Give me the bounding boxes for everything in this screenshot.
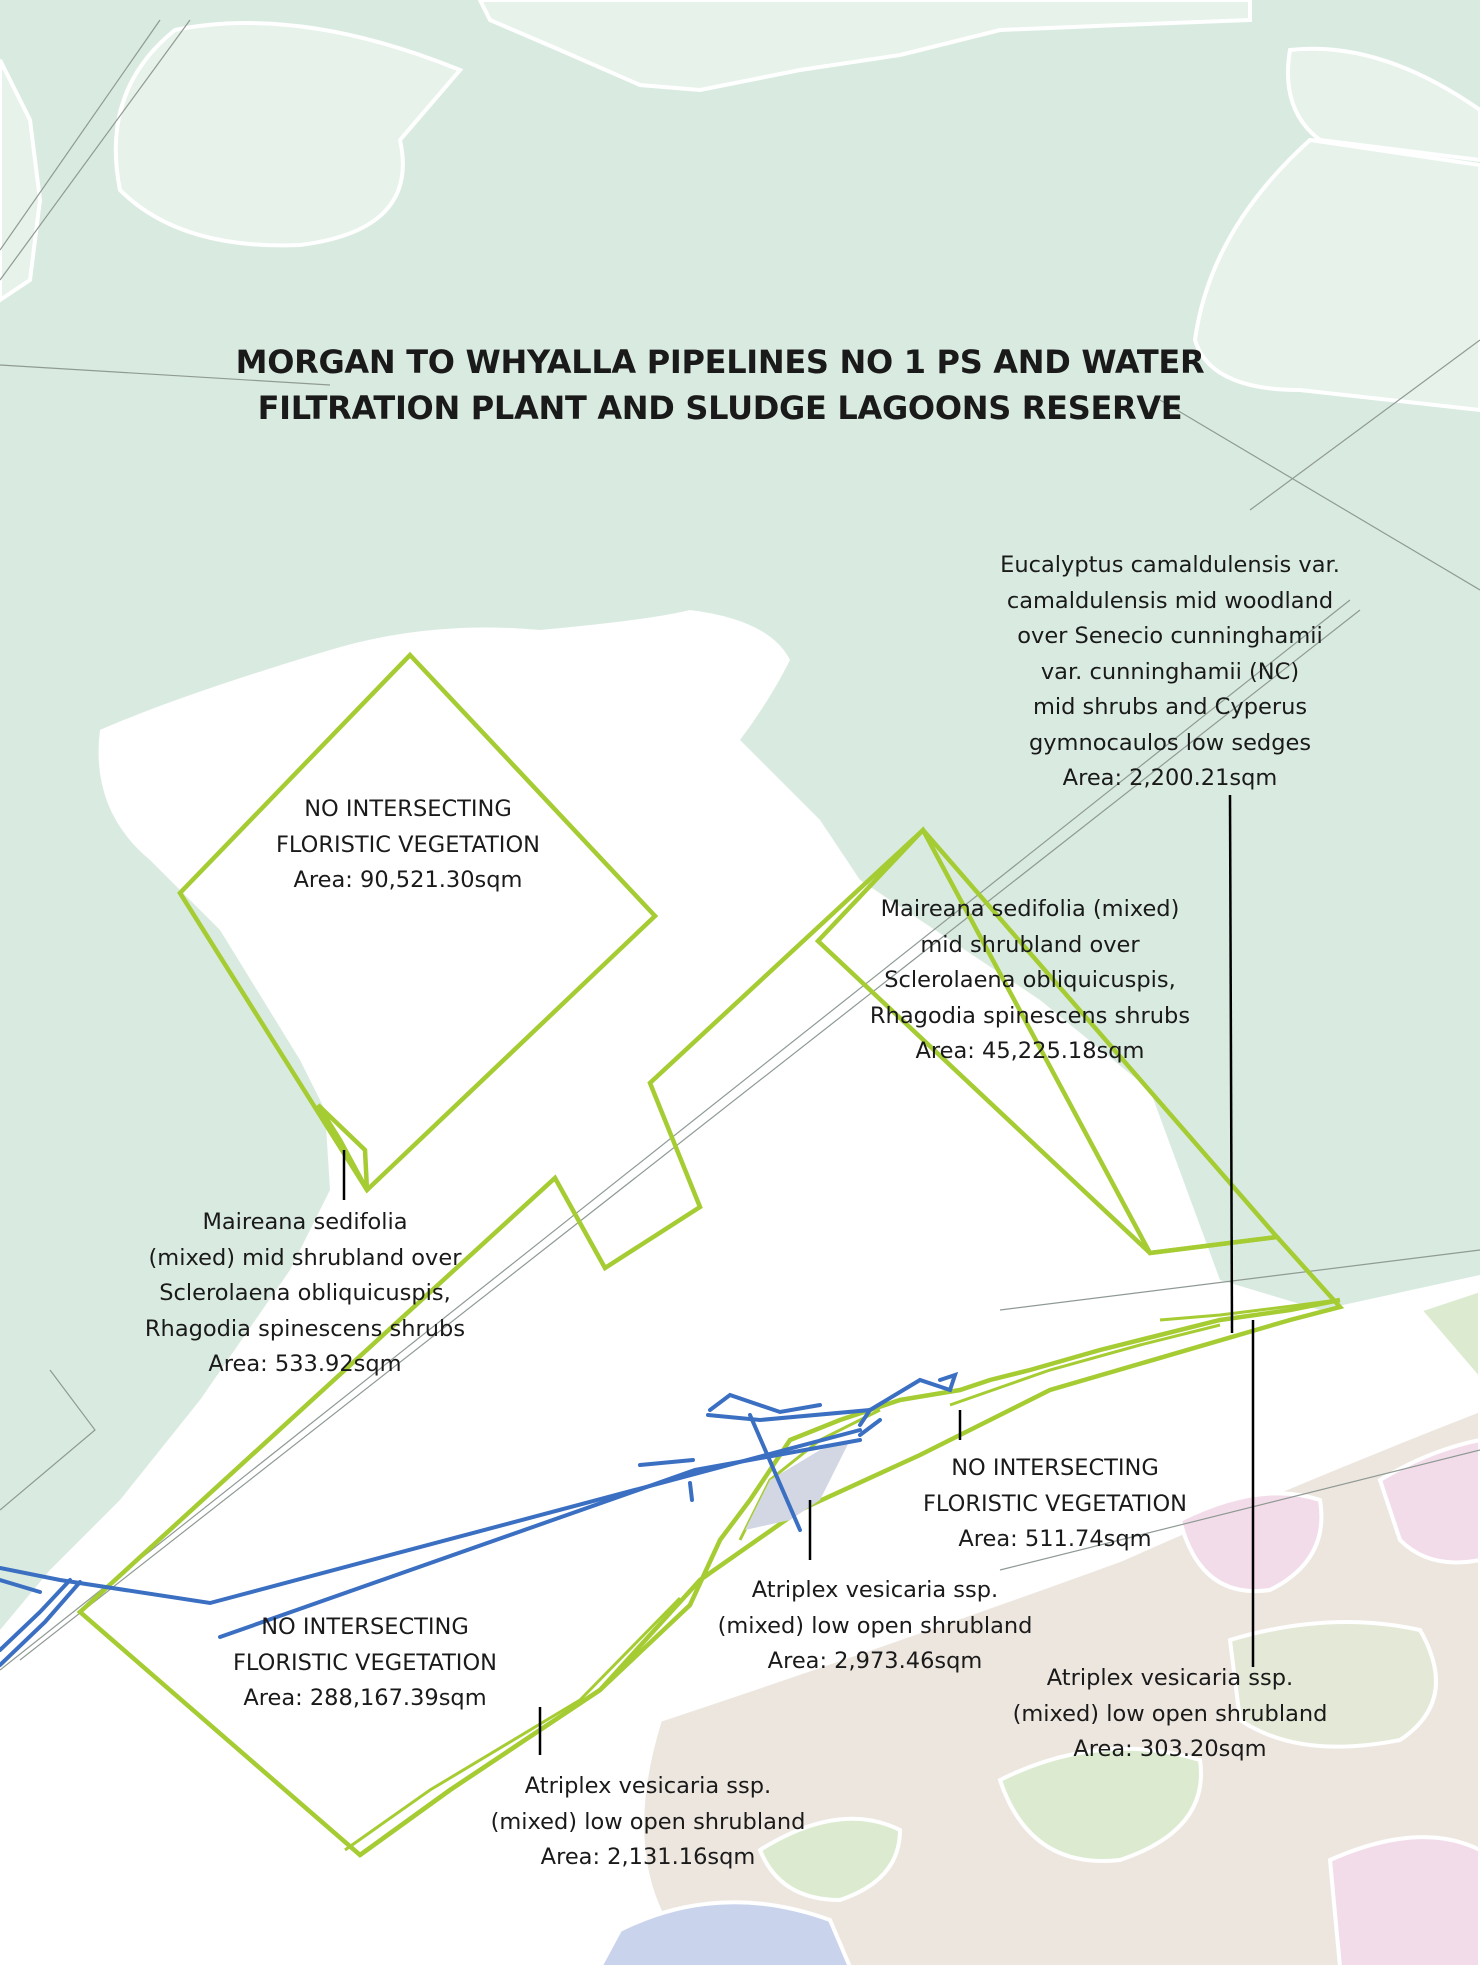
label-line: (mixed) low open shrubland: [490, 1808, 806, 1835]
label-no-veg-top: [228, 792, 588, 899]
label-line: NO INTERSECTING: [304, 796, 512, 822]
label-area: Area: 288,167.39sqm: [243, 1685, 487, 1711]
label-area: Area: 511.74sqm: [958, 1526, 1152, 1552]
label-line: camaldulensis mid woodland: [1006, 587, 1334, 614]
label-line: NO INTERSECTING: [261, 1614, 469, 1640]
label-line: Eucalyptus camaldulensis var.: [1000, 552, 1340, 578]
label-no-veg-bottom: [200, 1610, 530, 1717]
label-line: gymnocaulos low sedges: [1028, 729, 1312, 756]
label-atriplex-bottom: [463, 1769, 833, 1876]
label-line: mid shrubs and Cyperus: [1032, 694, 1308, 720]
label-maireana-right: [830, 892, 1230, 1070]
label-line: var. cunninghamii (NC): [1040, 658, 1300, 685]
map-title-line-2: FILTRATION PLANT AND SLUDGE LAGOONS RESERVE: [257, 389, 1183, 427]
label-line: Atriplex vesicaria ssp.: [751, 1577, 999, 1603]
label-line: Rhagodia spinescens shrubs: [144, 1315, 466, 1342]
label-line: over Senecio cunninghamii: [1017, 623, 1323, 649]
label-area: Area: 533.92sqm: [208, 1351, 402, 1377]
label-area: Area: 45,225.18sqm: [915, 1038, 1145, 1064]
label-line: Sclerolaena obliquicuspis,: [884, 967, 1176, 993]
label-area: Area: 2,973.46sqm: [767, 1648, 983, 1674]
label-line: Rhagodia spinescens shrubs: [869, 1002, 1191, 1029]
label-line: Atriplex vesicaria ssp.: [524, 1773, 772, 1799]
label-line: Maireana sedifolia: [202, 1209, 408, 1235]
label-line: FLORISTIC VEGETATION: [922, 1490, 1187, 1517]
label-atriplex-right: [985, 1661, 1355, 1768]
map-title-line-1: MORGAN TO WHYALLA PIPELINES NO 1 PS AND WATER: [235, 343, 1205, 381]
label-area: Area: 2,131.16sqm: [540, 1844, 756, 1870]
label-no-veg-mid: [890, 1451, 1220, 1558]
label-line: mid shrubland over: [920, 931, 1140, 958]
label-line: Maireana sedifolia (mixed): [880, 896, 1180, 922]
label-line: (mixed) low open shrubland: [1012, 1700, 1328, 1727]
label-line: Sclerolaena obliquicuspis,: [159, 1280, 451, 1306]
label-line: NO INTERSECTING: [951, 1455, 1159, 1481]
map-title: [150, 339, 1290, 431]
label-area: Area: 90,521.30sqm: [293, 867, 523, 893]
label-eucalyptus: [940, 548, 1400, 797]
label-area: Area: 2,200.21sqm: [1062, 765, 1278, 791]
label-line: FLORISTIC VEGETATION: [232, 1649, 497, 1676]
label-line: (mixed) mid shrubland over: [148, 1244, 462, 1271]
label-maireana-left: [120, 1205, 490, 1383]
label-line: FLORISTIC VEGETATION: [275, 831, 540, 858]
label-line: (mixed) low open shrubland: [717, 1612, 1033, 1639]
label-line: Atriplex vesicaria ssp.: [1046, 1665, 1294, 1691]
label-area: Area: 303.20sqm: [1073, 1736, 1267, 1762]
